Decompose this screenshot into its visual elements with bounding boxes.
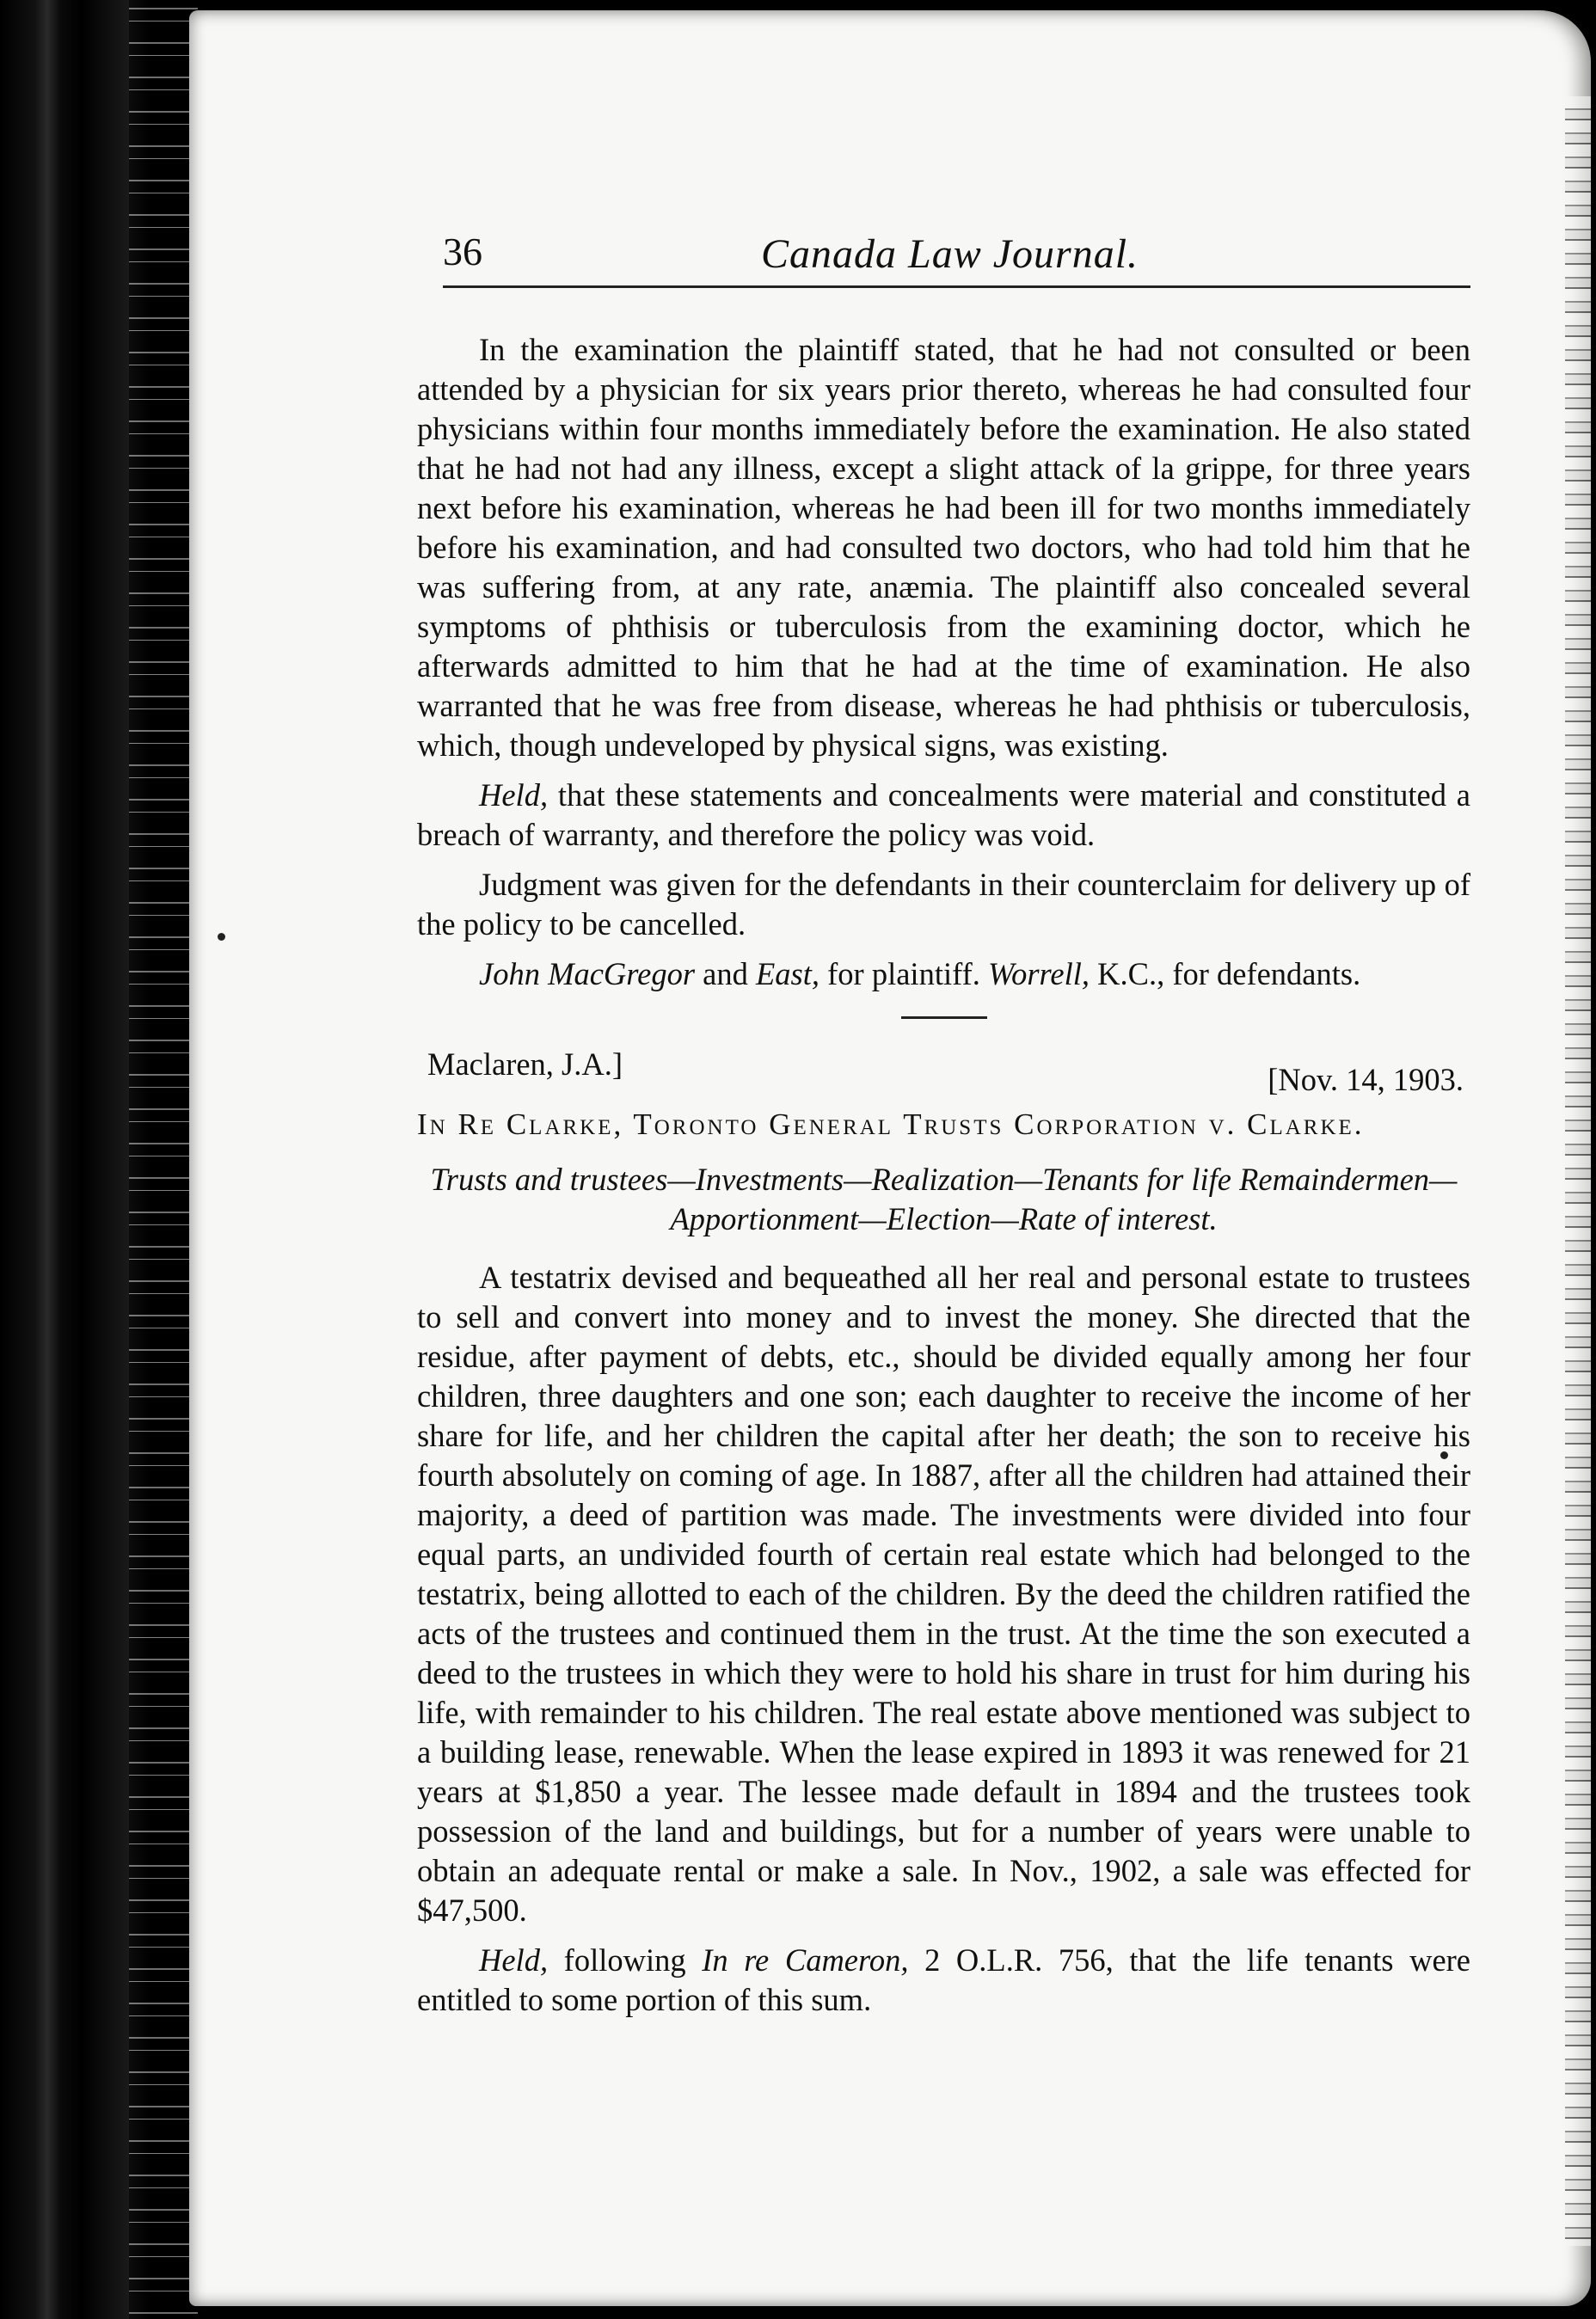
journal-title: Canada Law Journal. [761, 231, 1139, 277]
page-edge [1565, 96, 1591, 2246]
counsel-for-defendants: K.C., for defendants. [1089, 956, 1361, 991]
held-citation: In re Cameron, [702, 1942, 909, 1978]
binding-texture [129, 0, 198, 2319]
case-date: [Nov. 14, 1903. [1268, 1062, 1464, 1097]
case1-held [417, 776, 1470, 855]
case-title: In Re Clarke, Toronto General Trusts Corporation v. Clarke. [417, 1107, 1365, 1141]
counsel-defendant-name: Worrell, [988, 956, 1090, 991]
held-following: following [548, 1942, 703, 1978]
case1-facts: In the examination the plaintiff stated, that he had not consulted or been attended by a physician for six years prior thereto, whereas he had consulted four physicians within four months immediately before the examination. He also stated that he had not had any illness, except a slight attack of la grippe, for three years next before his examination, whereas he had been ill for two months immediately before his examination, and had consulted two doctors, who had told him that he was suffering from, at any rate, anæmia. The plaintiff also concealed several symptoms of phthisis or tuberculosis from the examining doctor, which he afterwards admitted to him that he had at the time of examination. He also warranted that he was free from disease, whereas he had phthisis or tuberculosis, which, though undeveloped by physical signs, was existing. [417, 332, 1470, 763]
page-header [443, 225, 1470, 288]
case2-held [417, 1941, 1470, 2020]
counsel-and: and [695, 956, 756, 991]
section-divider [901, 1016, 987, 1019]
page-body [417, 330, 1470, 2030]
case1-judgment: Judgment was given for the defendants in their counterclaim for delivery up of the policy to be cancelled. [417, 867, 1470, 942]
case2-header [417, 1045, 1470, 1097]
case1-counsel [417, 954, 1470, 994]
counsel-east: East, [756, 956, 820, 991]
page-number: 36 [443, 230, 482, 273]
case2-facts: A testatrix devised and bequeathed all her real and personal estate to trustees to sell and convert into money and to invest the money. She directed that the residue, after payment of debts, etc., should be divided equally among her four children, three daughters and one son; each daughter to receive the income of her share for life, and her children the capital after her death; the son to receive his fourth absolutely on coming of age. In 1887, after all the children had attained their majority, a deed of partition was made. The investments were divided into four equal parts, an undivided fourth of certain real estate which had belonged to the testatrix, being allotted to each of the children. By the deed the children ratified the acts of the trustees and continued them in the trust. At the time the son executed a deed to the trustees in which they were to hold his share in trust for him during his life, with remainder to his children. The real estate above mentioned was subject to a building lease, renewable. When the lease expired in 1893 it was renewed for 21 years at $1,850 a year. The lessee made default in 1894 and the trustees took possession of the land and buildings, but for a number of years were unable to obtain an adequate rental or make a sale. In Nov., 1902, a sale was effected for $47,500. [417, 1260, 1470, 1928]
counsel-plaintiff-name: John MacGregor [479, 956, 696, 991]
held-label: Held, [479, 1942, 549, 1978]
ink-speck [218, 933, 225, 941]
counsel-for-plaintiff: for plaintiff. [819, 956, 989, 991]
judge-name: Maclaren, J.A.] [427, 1046, 623, 1082]
held-label: Held, [479, 777, 549, 813]
case-headnote: Trusts and trustees—Investments—Realization—Tenants for life Remaindermen—Apportionment—Election—Rate of interest. [430, 1162, 1458, 1236]
held-text: 2 O.L.R. 756, that the life tenants were entitled to some portion of this sum. [417, 1942, 1470, 2017]
held-text: that these statements and concealments were material and constituted a breach of warranty, and therefore the policy was void. [417, 777, 1470, 852]
